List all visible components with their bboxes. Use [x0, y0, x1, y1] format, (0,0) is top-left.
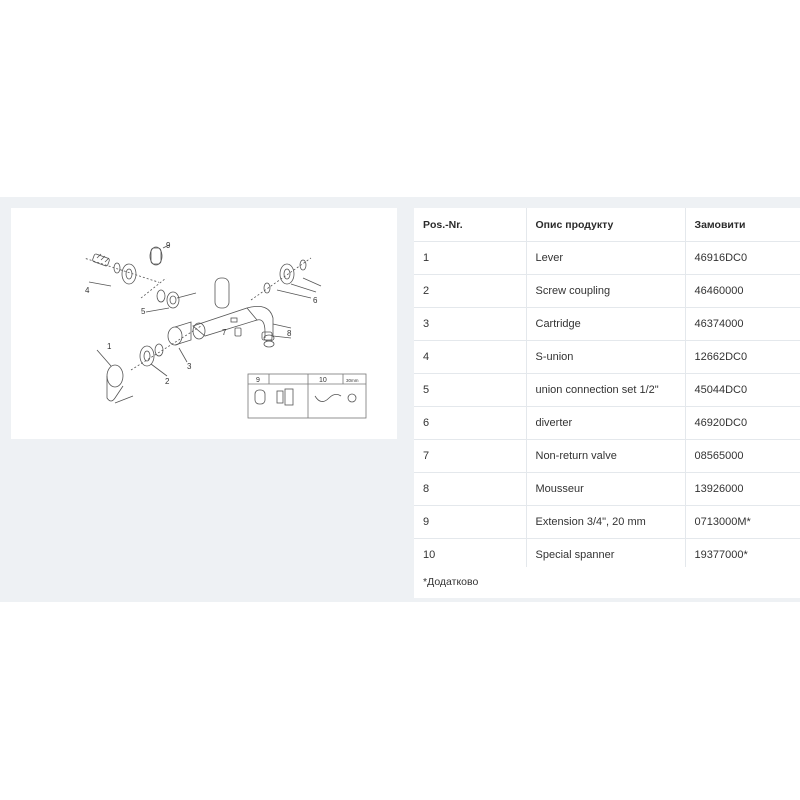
- row-description: Screw coupling: [526, 275, 685, 308]
- callout-6: 6: [313, 296, 318, 305]
- header-order: Замовити: [685, 208, 800, 242]
- row-pos: 4: [414, 341, 526, 374]
- row-pos: 1: [414, 242, 526, 275]
- header-description: Опис продукту: [526, 208, 685, 242]
- table-row: [414, 275, 800, 308]
- inset-label-9: 9: [256, 377, 260, 384]
- row-description: union connection set 1/2": [526, 374, 685, 407]
- callout-9: 9: [166, 241, 171, 250]
- row-order-number: 08565000: [685, 440, 800, 473]
- row-order-number: 45044DC0: [685, 374, 800, 407]
- callout-4: 4: [85, 286, 90, 295]
- table-row: [414, 407, 800, 440]
- callout-2: 2: [165, 377, 170, 386]
- table-row: [414, 308, 800, 341]
- mixer-body: [193, 278, 274, 341]
- footnote: *Додатково: [414, 567, 800, 598]
- callout-3: 3: [187, 362, 192, 371]
- row-order-number: 12662DC0: [685, 341, 800, 374]
- row-pos: 3: [414, 308, 526, 341]
- table-row: [414, 242, 800, 275]
- row-pos: 9: [414, 506, 526, 539]
- table-row: [414, 506, 800, 539]
- row-order-number: 46460000: [685, 275, 800, 308]
- table-row: [414, 440, 800, 473]
- exploded-diagram-drawing: [11, 208, 397, 439]
- row-order-number: 13926000: [685, 473, 800, 506]
- row-description: Extension 3/4", 20 mm: [526, 506, 685, 539]
- row-pos: 5: [414, 374, 526, 407]
- row-description: Lever: [526, 242, 685, 275]
- row-description: diverter: [526, 407, 685, 440]
- row-order-number: 19377000*: [685, 539, 800, 572]
- extension-part: [141, 245, 169, 298]
- row-pos: 6: [414, 407, 526, 440]
- diverter-part: [251, 258, 321, 300]
- row-pos: 10: [423, 549, 436, 561]
- lever-part: [97, 350, 133, 403]
- row-pos: 2: [414, 275, 526, 308]
- row-description: Special spanner: [526, 539, 685, 572]
- table-header-row: [414, 208, 800, 242]
- row-description: Cartridge: [526, 308, 685, 341]
- row-order-number: 0713000M*: [685, 506, 800, 539]
- table-row: [414, 374, 800, 407]
- row-order-number: 46374000: [685, 308, 800, 341]
- header-pos: Pos.-Nr.: [414, 208, 526, 242]
- union-connection-part: [146, 290, 196, 312]
- exploded-view-diagram: [11, 208, 397, 439]
- row-order-number: 46920DC0: [685, 407, 800, 440]
- row-description: Mousseur: [526, 473, 685, 506]
- parts-table: [414, 208, 800, 571]
- non-return-valve-part: [235, 328, 241, 336]
- row-pos: 8: [414, 473, 526, 506]
- inset-label-10: 10: [319, 377, 327, 384]
- callout-7: 7: [222, 328, 227, 337]
- table-row: [414, 341, 800, 374]
- table-row: [414, 473, 800, 506]
- s-union-part: [86, 254, 159, 286]
- inset-dim-text: 30mm: [346, 378, 359, 383]
- row-order-number: 46916DC0: [685, 242, 800, 275]
- row-description: Non-return valve: [526, 440, 685, 473]
- callout-1: 1: [107, 342, 112, 351]
- callout-5: 5: [141, 307, 146, 316]
- row-description: S-union: [526, 341, 685, 374]
- callout-8: 8: [287, 329, 292, 338]
- row-pos: 7: [414, 440, 526, 473]
